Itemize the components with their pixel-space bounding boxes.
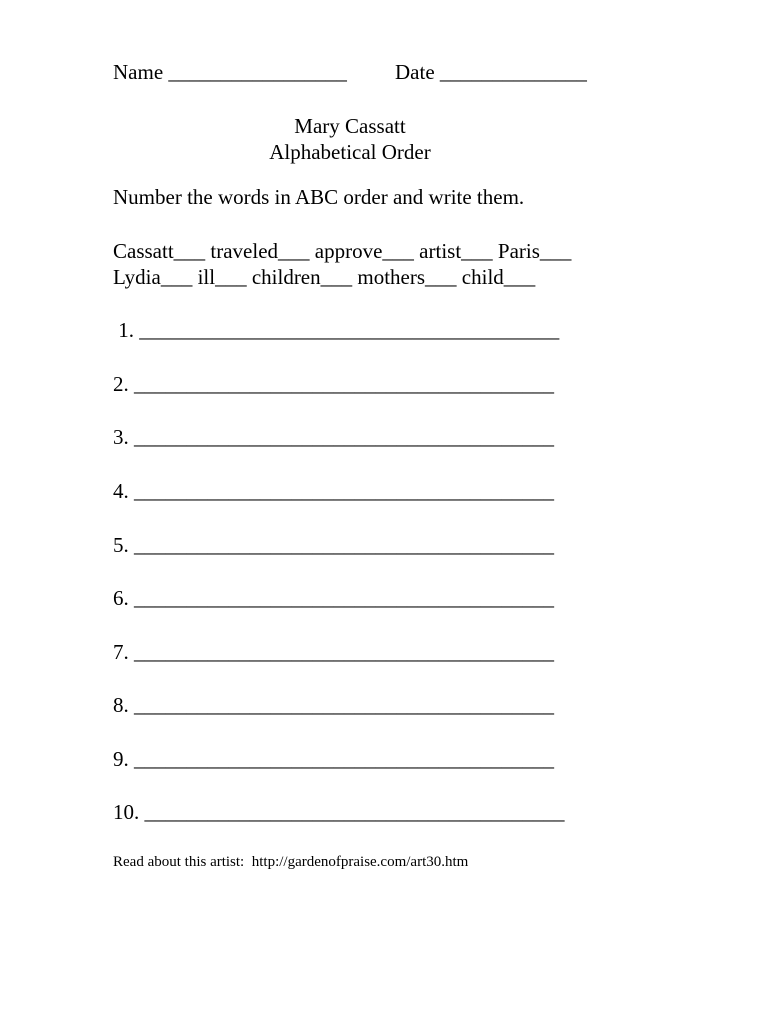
name-field: Name _________________: [113, 60, 347, 84]
answer-line-4: 4. ________________________________________: [113, 479, 554, 503]
worksheet-title: Mary Cassatt: [294, 114, 406, 138]
answer-line-7: 7. ________________________________________: [113, 640, 554, 664]
answer-line-9: 9. ________________________________________: [113, 747, 554, 771]
answer-line-2: 2. ________________________________________: [113, 372, 554, 396]
answer-line-3: 3. ________________________________________: [113, 425, 554, 449]
date-field: Date ______________: [395, 60, 587, 84]
answer-line-8: 8. ________________________________________: [113, 693, 554, 717]
answer-line-10: 10. ________________________________________: [113, 800, 565, 824]
instructions-text: Number the words in ABC order and write them.: [113, 185, 525, 209]
answer-line-1: 1. ________________________________________: [113, 318, 560, 342]
worksheet-subtitle: Alphabetical Order: [269, 140, 431, 164]
word-bank-row-1: Cassatt___ traveled___ approve___ artist___ Paris___: [113, 239, 572, 263]
answer-line-6: 6. ________________________________________: [113, 586, 554, 610]
word-bank-row-2: Lydia___ ill___ children___ mothers___ child___: [113, 265, 536, 289]
answer-line-5: 5. ________________________________________: [113, 533, 554, 557]
footer-reference: Read about this artist: http://gardenofpraise.com/art30.htm: [113, 854, 469, 870]
